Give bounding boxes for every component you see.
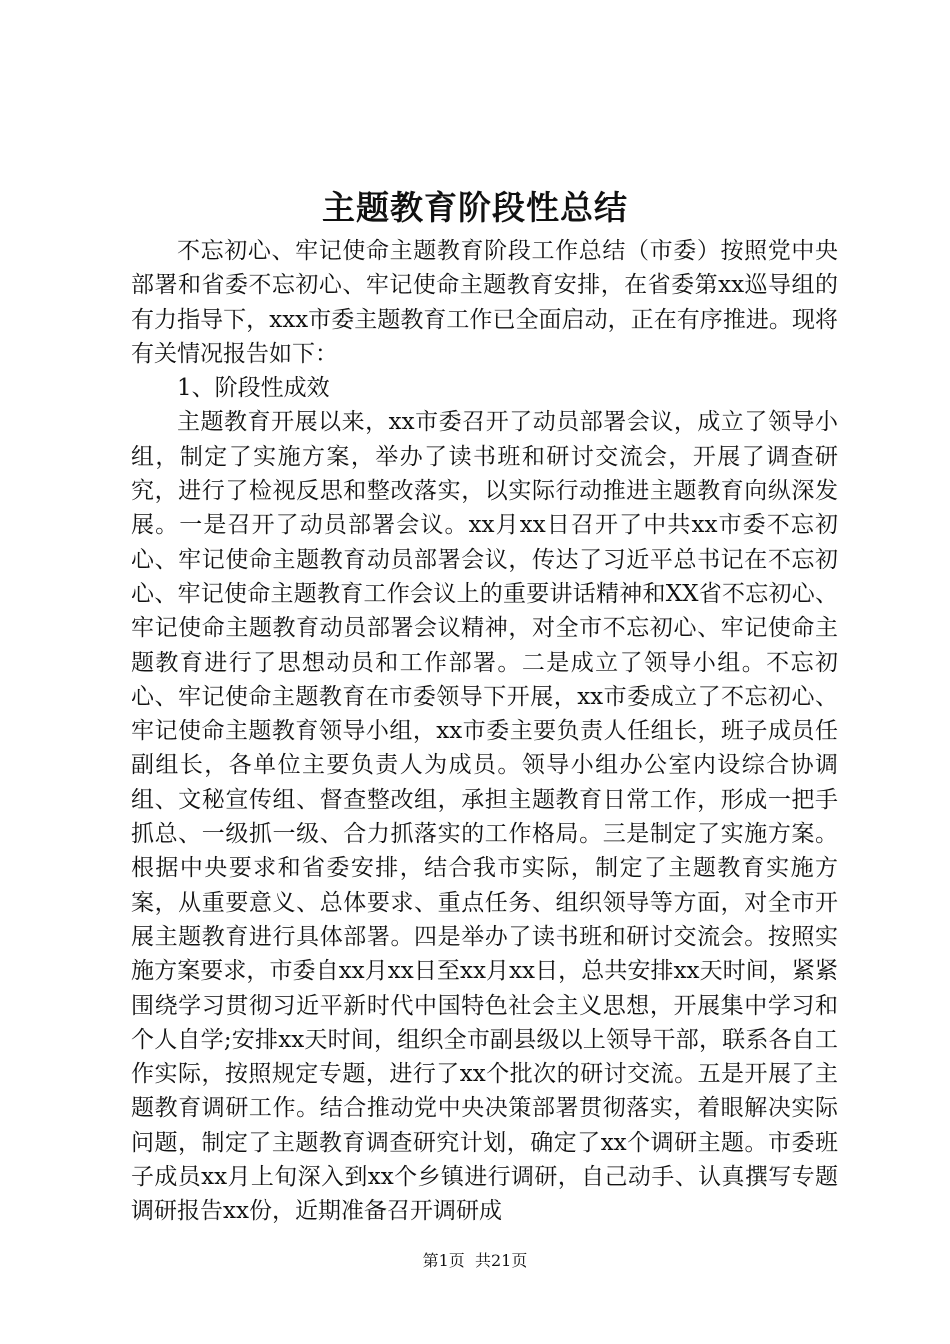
page-footer bbox=[0, 1250, 950, 1272]
page-number: 第1页 bbox=[422, 1251, 465, 1270]
intro-paragraph: 不忘初心、牢记使命主题教育阶段工作总结（市委）按照党中央部署和省委不忘初心、牢记使命主题教育安排，在省委第xx巡导组的有力指导下，xxx市委主题教育工作已全面启动，正在有序推进。现将有关情况报告如下： bbox=[131, 238, 838, 367]
document-body bbox=[131, 234, 838, 1229]
body-paragraph: 主题教育开展以来，xx市委召开了动员部署会议，成立了领导小组，制定了实施方案，举办了读书班和研讨交流会，开展了调查研究，进行了检视反思和整改落实，以实际行动推进主题教育向纵深发展。一是召开了动员部署会议。xx月xx日召开了中共xx市委不忘初心、牢记使命主题教育动员部署会议，传达了习近平总书记在不忘初心、牢记使命主题教育工作会议上的重要讲话精神和XX省不忘初心、牢记使命主题教育动员部署会议精神，对全市不忘初心、牢记使命主题教育进行了思想动员和工作部署。二是成立了领导小组。不忘初心、牢记使命主题教育在市委领导下开展，xx市委成立了不忘初心、牢记使命主题教育领导小组，xx市委主要负责人任组长，班子成员任副组长，各单位主要负责人为成员。领导小组办公室内设综合协调组、文秘宣传组、督查整改组，承担主题教育日常工作，形成一把手抓总、一级抓一级、合力抓落实的工作格局。三是制定了实施方案。根据中央要求和省委安排，结合我市实际，制定了主题教育实施方案，从重要意义、总体要求、重点任务、组织领导等方面，对全市开展主题教育进行具体部署。四是举办了读书班和研讨交流会。按照实施方案要求，市委自xx月xx日至xx月xx日，总共安排xx天时间，紧紧围绕学习贯彻习近平新时代中国特色社会主义思想，开展集中学习和个人自学;安排xx天时间，组织全市副县级以上领导干部，联系各自工作实际，按照规定专题，进行了xx个批次的研讨交流。五是开展了主题教育调研工作。结合推动党中央决策部署贯彻落实，着眼解决实际问题，制定了主题教育调查研究计划，确定了xx个调研主题。市委班子成员xx月上旬深入到xx个乡镇进行调研，自己动手、认真撰写专题调研报告xx份，近期准备召开调研成 bbox=[131, 409, 838, 1225]
document-title: 主题教育阶段性总结 bbox=[322, 188, 628, 227]
page-total: 共21页 bbox=[474, 1251, 528, 1270]
section-heading: 1、阶段性成效 bbox=[177, 375, 330, 402]
